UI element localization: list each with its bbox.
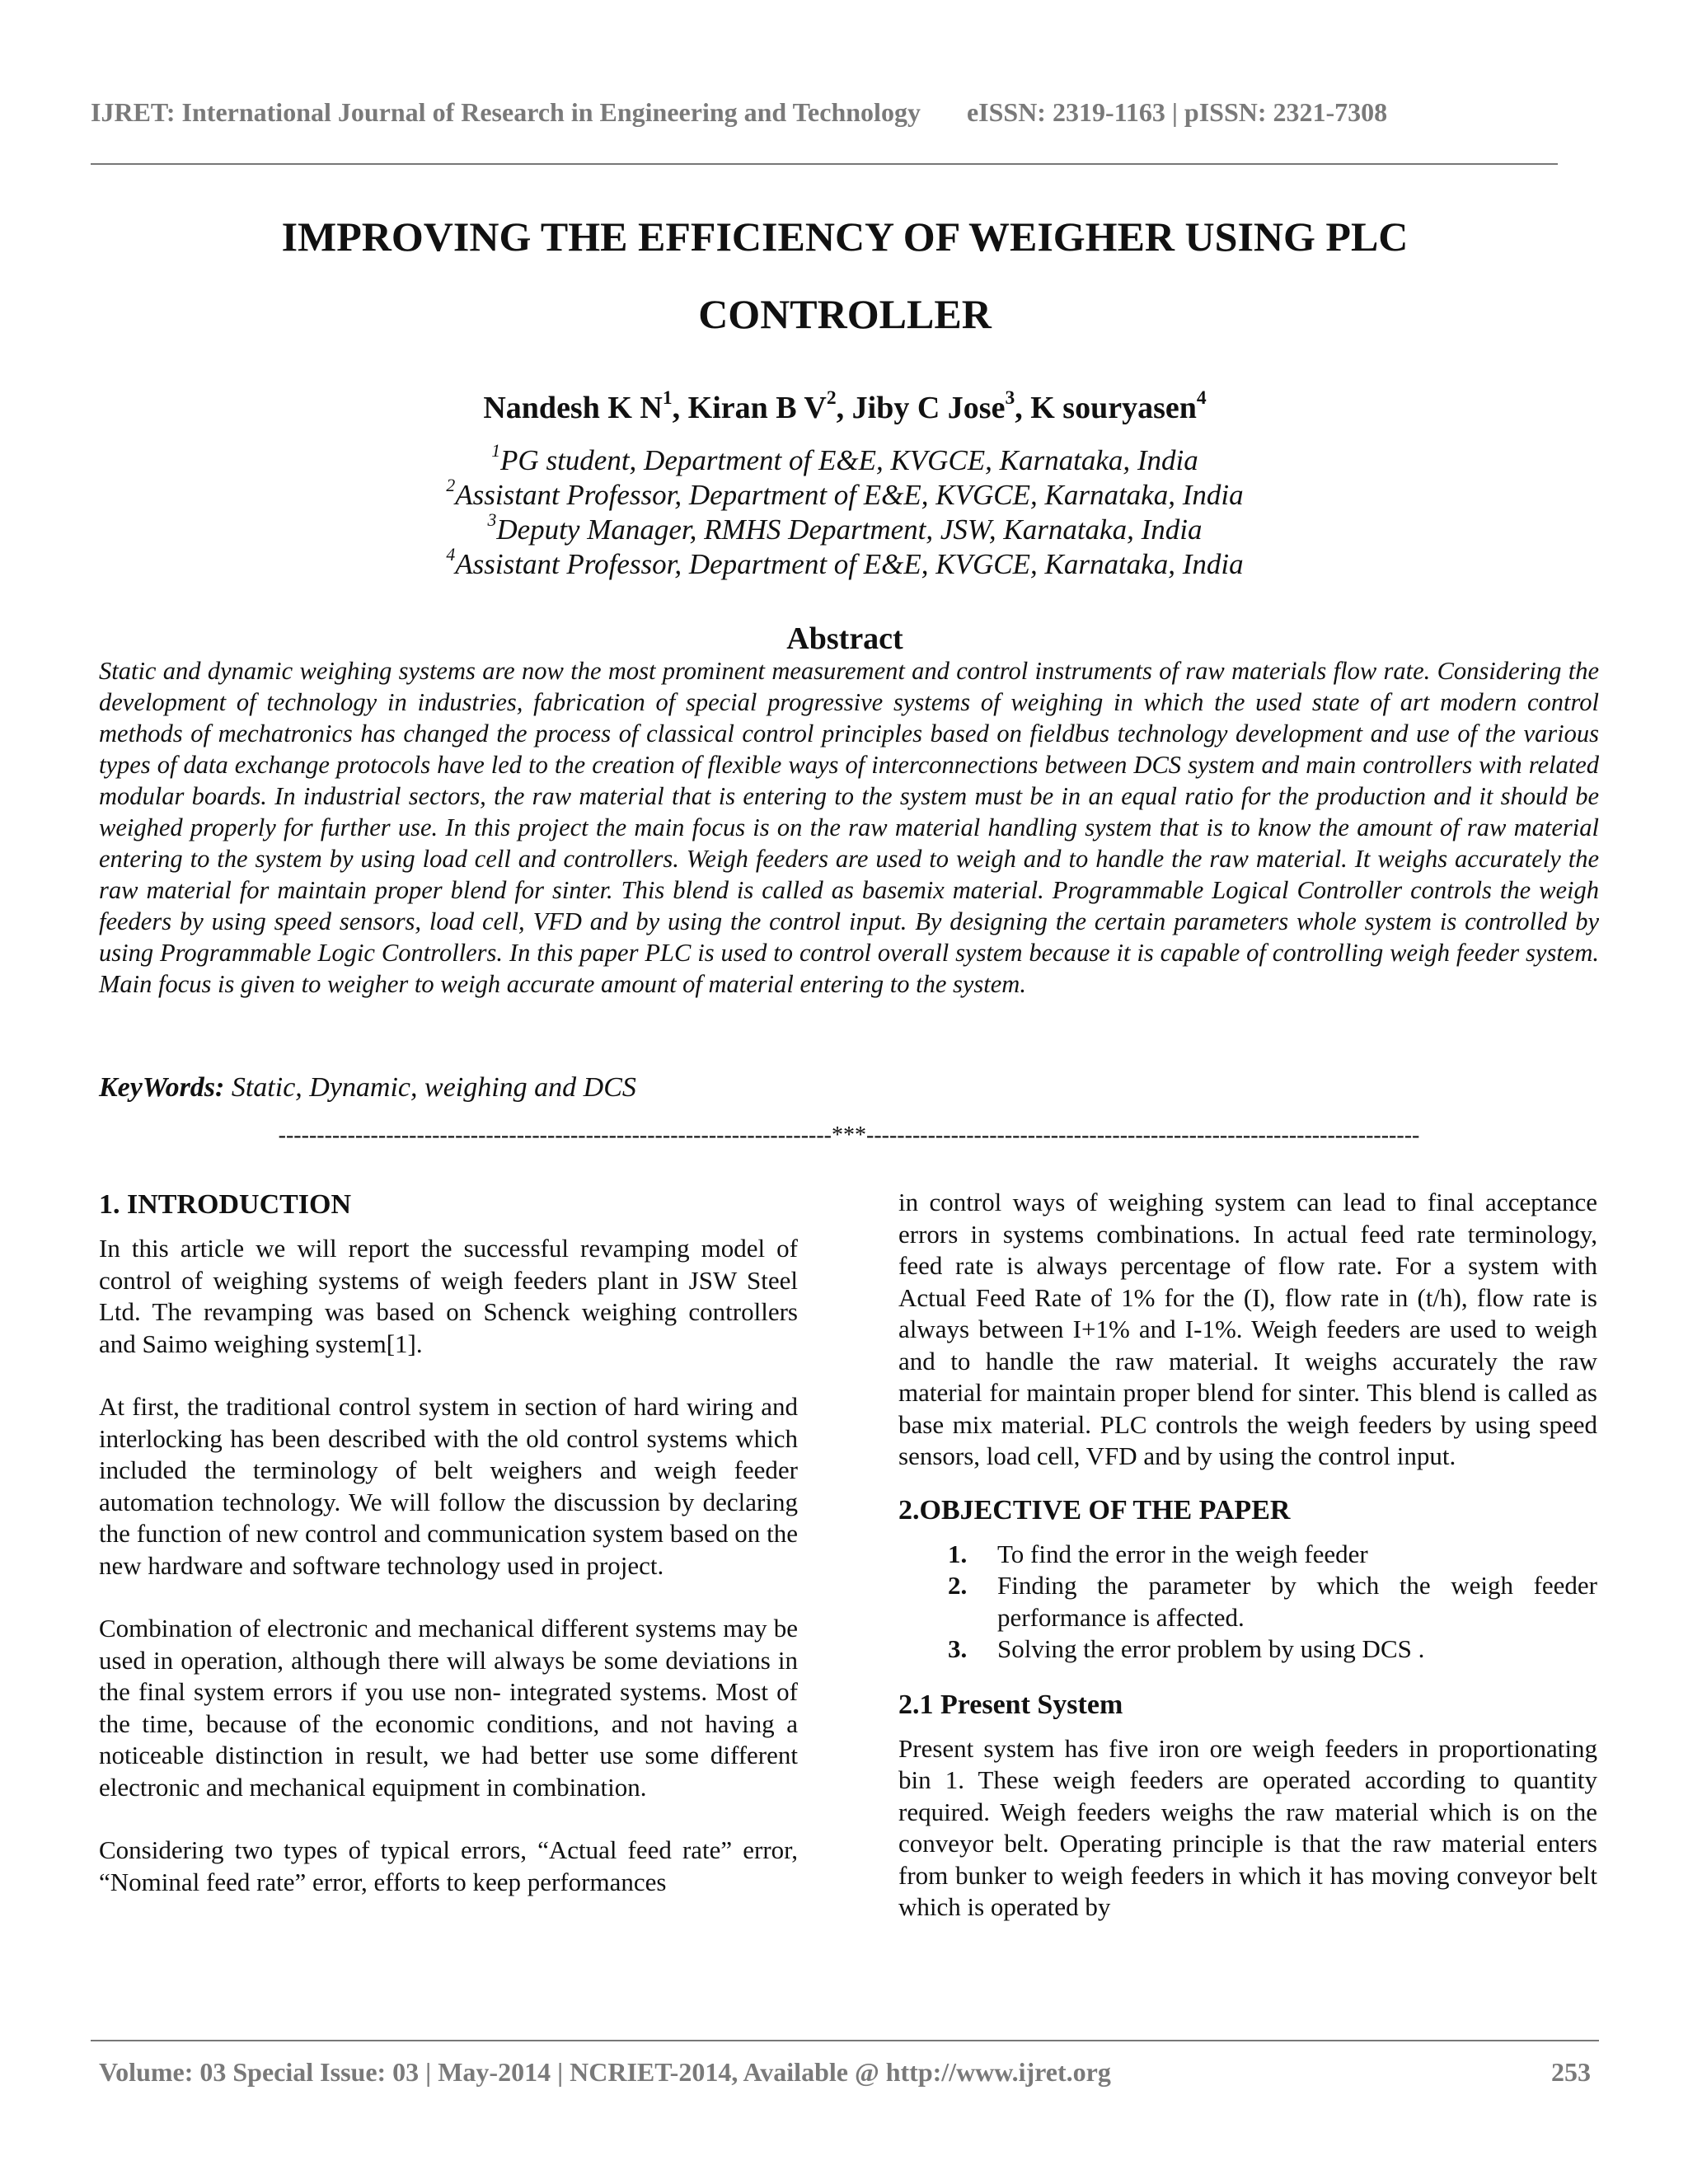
author: Kiran B $V^2$,: [687, 387, 852, 425]
affiliation: $^2$Assistant Professor, Department of E&E, KVGCE, Karnataka, India: [446, 476, 1244, 511]
right-column: [898, 1187, 1597, 1955]
left-column: [99, 1187, 798, 1929]
objective-heading: 2.OBJECTIVE OF THE PAPER: [898, 1494, 1291, 1526]
present-system-heading: 2.1 Present System: [898, 1689, 1123, 1720]
footer-rule: [91, 2040, 1599, 2041]
keywords: [99, 1070, 1599, 1106]
paragraph: At first, the traditional control system in section of hard wiring and interlocking has been described with the old control systems which included the terminology of belt weighers and weigh feeder automation technology. We will follow the discussion by declaring the function of new control and communication system based on the new hardware and software technology used in project.: [99, 1392, 798, 1580]
list-item: 3. Solving the error problem by using DCS .: [948, 1634, 1425, 1663]
author: Nandesh K $N^1$,: [483, 387, 688, 425]
abstract-text: Static and dynamic weighing systems are now the most prominent measurement and control instruments of raw materials flow rate. Considering the development of technology in industries, fabrication of special progressive systems of weighing in which the used state of art modern control methods of mechatronics has changed the process of classical control principles based on fieldbus technology development and use of the various types of data exchange protocols have led to the creation of flexible ways of interconnections between DCS system and main controllers with related modular boards. In industrial sectors, the raw material that is entering to the system must be in an equal ratio for the production and it should be weighed properly for further use. In this project the main focus is on the raw material handling system that is to know the amount of raw material entering to the system by using load cell and controllers. Weigh feeders are used to weigh and to handle the raw material. It weighs accurately the raw material for maintain proper blend for sinter. This blend is called as basemix material. Programmable Logical Controller controls the weigh feeders by using speed sensors, load cell, VFD and by using the control input. By designing the certain parameters whole system is controlled by using Programmable Logic Controllers. In this paper PLC is used to control overall system because it is capable of controlling weigh feeder system. Main focus is given to weigher to weigh accurate amount of material entering to the system.: [99, 657, 1599, 998]
paragraph: Combination of electronic and mechanical different systems may be used in operation, although there will always be some deviations in the final system errors if you use non- integrated systems. Most of the time, because of the economic conditions, and not having a noticeable distinction in result, we had better use some different electronic and mechanical equipment in combination.: [99, 1614, 798, 1802]
page-number: 253: [1551, 2057, 1591, 2087]
author-list: [91, 387, 1599, 429]
journal-name: IJRET: International Journal of Research in Engineering and Technology: [91, 97, 921, 127]
section-separator: ------------------------------------------------------------------------***------------------------------------------------------------------------: [278, 1122, 1420, 1148]
affiliations: [91, 443, 1599, 582]
title-line-1: IMPROVING THE EFFICIENCY OF WEIGHER USING PLC: [281, 213, 1409, 260]
affiliation: $^3$Deputy Manager, RMHS Department, JSW, Karnataka, India: [487, 510, 1203, 546]
list-item: 2. Finding the parameter by which the weigh feeder performance is affected.: [948, 1571, 1597, 1632]
paragraph: Present system has five iron ore weigh feeders in proportionating bin 1. These weigh feeders are operated according to quantity required. Weigh feeders weighs the raw material which is on the conveyor belt. Operating principle is that the raw material enters from bunker to weigh feeders in which it has moving conveyor belt which is operated by: [898, 1733, 1597, 1921]
objective-list: [898, 1539, 1597, 1666]
list-item: 1. To find the error in the weigh feeder: [948, 1539, 1368, 1568]
author: K souryasen$^4$: [1030, 387, 1207, 425]
paragraph: in control ways of weighing system can lead to final acceptance errors in systems combinations. In actual feed rate terminology, feed rate is always percentage of flow rate. For a system with Actual Feed Rate of 1% for the (I), flow rate in (t/h), flow rate is always between I+1% and I-1%. Weigh feeders are used to weigh and to handle the raw material. It weighs accurately the raw material for maintain proper blend for sinter. This blend is called as base mix material. PLC controls the weigh feeders by using speed sensors, load cell, VFD and by using the control input.: [898, 1188, 1597, 1470]
keywords-label: KeyWords:: [99, 1072, 225, 1103]
page-footer: [99, 2057, 1591, 2088]
abstract-heading: Abstract: [786, 621, 903, 656]
paragraph: Considering two types of typical errors, “Actual feed rate” error, “Nominal feed rate” error, efforts to keep performances: [99, 1835, 798, 1896]
paper-title: [91, 198, 1599, 353]
keywords-text: Static, Dynamic, weighing and DCS: [224, 1072, 636, 1103]
title-line-2: CONTROLLER: [698, 291, 992, 337]
issn-info: eISSN: 2319-1163 | pISSN: 2321-7308: [966, 97, 1388, 127]
affiliation: $^4$Assistant Professor, Department of E&E, KVGCE, Karnataka, India: [446, 545, 1244, 580]
running-header: [91, 97, 1558, 128]
header-rule: [91, 163, 1558, 165]
intro-heading: 1. INTRODUCTION: [99, 1189, 352, 1220]
author: Jiby C Jose$^3$,: [851, 387, 1031, 425]
footer-text: Volume: 03 Special Issue: 03 | May-2014 | NCRIET-2014, Available @ http://www.ijret.org: [99, 2057, 1111, 2087]
paragraph: In this article we will report the successful revamping model of control of weighing systems of weigh feeders plant in JSW Steel Ltd. The revamping was based on Schenck weighing controllers and Saimo weighing system[1].: [99, 1234, 798, 1358]
affiliation: $^1$PG student, Department of E&E, KVGCE, Karnataka, India: [491, 441, 1198, 476]
